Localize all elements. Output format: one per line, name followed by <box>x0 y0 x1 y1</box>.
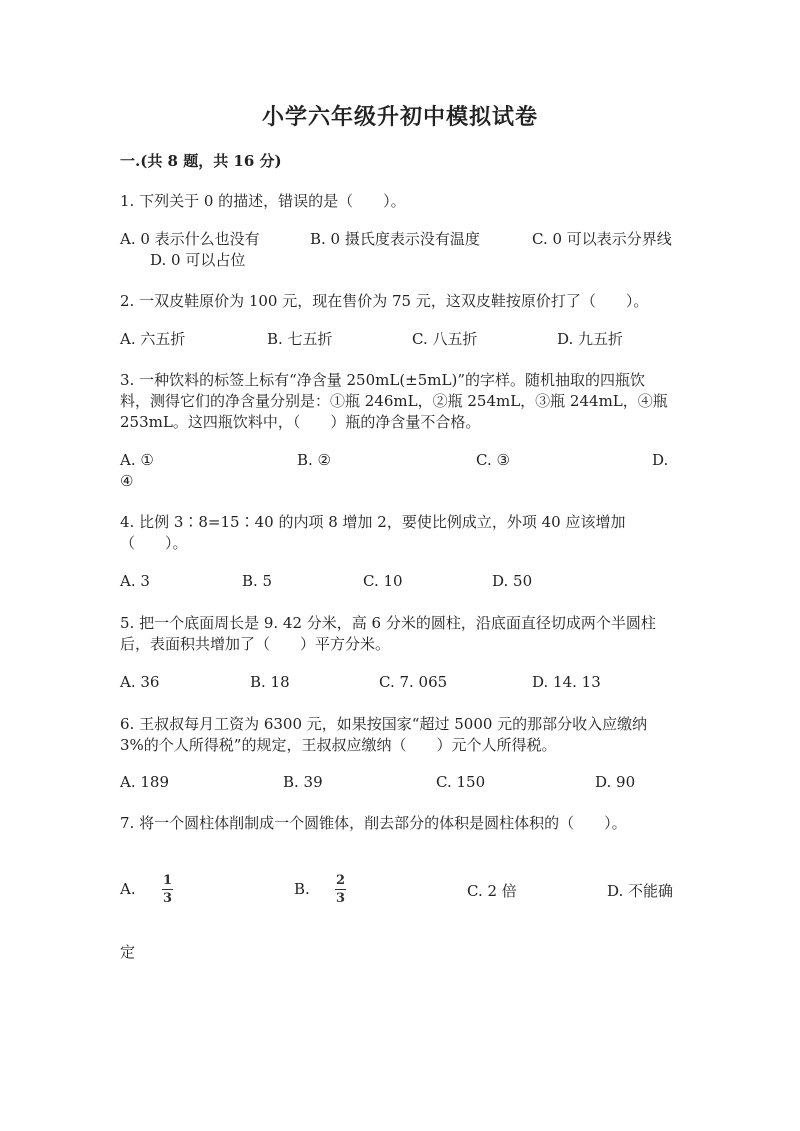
q6-option-a: A. 189 <box>120 773 169 791</box>
q7-option-b: B. <box>294 880 310 898</box>
question-7-text: 7. 将一个圆柱体削制成一个圆锥体，削去部分的体积是圆柱体积的（ ）。 <box>120 814 627 832</box>
q1-option-c: C. 0 可以表示分界线 <box>532 230 672 248</box>
q4-option-b: B. 5 <box>242 572 273 590</box>
fraction-denominator: 3 <box>335 891 346 907</box>
question-4-text-line-1: 4. 比例 3∶8=15∶40 的内项 8 增加 2，要使比例成立，外项 40 应该增加 <box>120 513 626 531</box>
q6-option-b: B. 39 <box>283 773 323 791</box>
question-3-text-line-1: 3. 一种饮料的标签上标有“净含量 250mL(±5mL)”的字样。随机抽取的四瓶饮 <box>120 371 646 389</box>
q5-option-c: C. 7. 065 <box>379 673 448 691</box>
page-title: 小学六年级升初中模拟试卷 <box>261 104 538 130</box>
question-3-text-line-2: 料，测得它们的净含量分别是：①瓶 246mL，②瓶 254mL，③瓶 244mL，④瓶 <box>120 392 668 410</box>
q7-option-a-fraction <box>162 874 173 905</box>
question-1-text: 1. 下列关于 0 的描述，错误的是（ ）。 <box>120 192 406 210</box>
q4-option-d: D. 50 <box>492 572 533 590</box>
question-5-text-line-1: 5. 把一个底面周长是 9. 42 分米，高 6 分米的圆柱，沿底面直径切成两个半圆柱 <box>120 614 656 632</box>
q2-option-d: D. 九五折 <box>557 330 624 348</box>
question-3-text-line-3: 253mL。这四瓶饮料中，（ ）瓶的净含量不合格。 <box>120 413 481 431</box>
q6-option-d: D. 90 <box>595 773 636 791</box>
q2-option-a: A. 六五折 <box>120 330 186 348</box>
q5-option-d: D. 14. 13 <box>532 673 601 691</box>
q7-option-b-fraction <box>335 874 346 905</box>
q2-option-b: B. 七五折 <box>267 330 333 348</box>
q7-option-d: D. 不能确 <box>607 882 674 900</box>
q1-option-b: B. 0 摄氏度表示没有温度 <box>310 230 480 248</box>
q2-option-c: C. 八五折 <box>412 330 478 348</box>
q5-option-b: B. 18 <box>250 673 290 691</box>
q3-option-c: C. ③ <box>476 451 510 469</box>
q4-option-a: A. 3 <box>120 572 150 590</box>
question-6-text-line-1: 6. 王叔叔每月工资为 6300 元，如果按国家“超过 5000 元的那部分收入应缴纳 <box>120 715 648 733</box>
question-5-text-line-2: 后，表面积共增加了（ ）平方分米。 <box>120 635 391 653</box>
section-heading: 一.(共 8 题，共 16 分) <box>120 152 282 170</box>
q1-option-d: D. 0 可以占位 <box>150 251 246 269</box>
q1-option-a: A. 0 表示什么也没有 <box>120 230 260 248</box>
q7-option-d-continued: 定 <box>120 943 136 961</box>
fraction-denominator: 3 <box>162 891 173 907</box>
fraction-numerator: 1 <box>162 873 173 888</box>
fraction-bar <box>162 889 173 890</box>
q3-option-d-value: ④ <box>120 472 134 490</box>
question-2-text: 2. 一双皮鞋原价为 100 元，现在售价为 75 元，这双皮鞋按原价打了（ ）。 <box>120 292 649 310</box>
q3-option-d: D. <box>652 451 669 469</box>
q7-option-a: A. <box>120 880 136 898</box>
question-4-text-line-2: （ ）。 <box>120 534 188 552</box>
q7-option-c: C. 2 倍 <box>467 882 517 900</box>
q5-option-a: A. 36 <box>120 673 160 691</box>
q3-option-a: A. ① <box>120 451 154 469</box>
fraction-bar <box>335 889 346 890</box>
q6-option-c: C. 150 <box>436 773 486 791</box>
q4-option-c: C. 10 <box>363 572 403 590</box>
q3-option-b: B. ② <box>297 451 332 469</box>
fraction-numerator: 2 <box>335 873 346 888</box>
question-6-text-line-2: 3%的个人所得税”的规定，王叔叔应缴纳（ ）元个人所得税。 <box>120 736 557 754</box>
